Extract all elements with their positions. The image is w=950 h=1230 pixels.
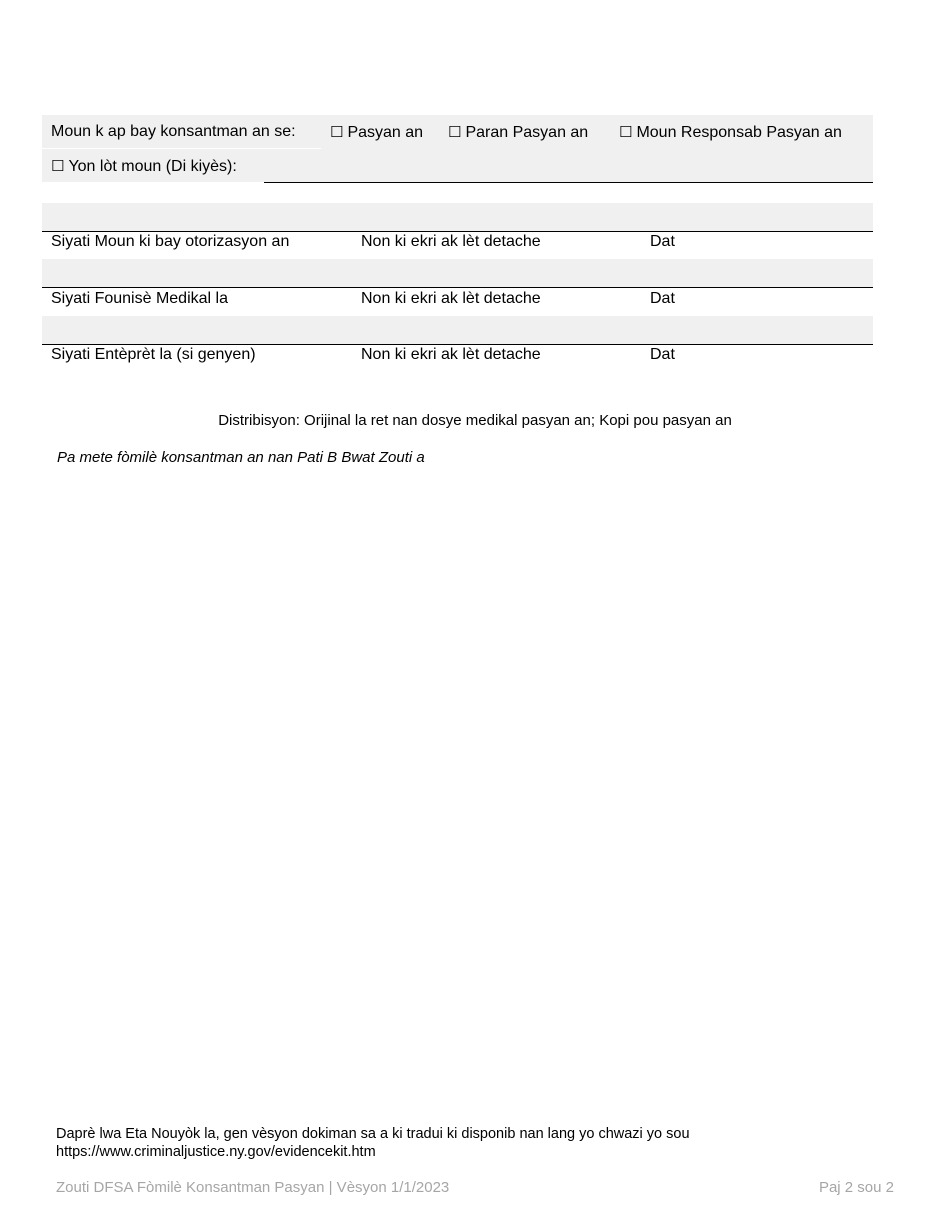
consent-giver-label: Moun k ap bay konsantman an se: (51, 123, 296, 140)
date-label: Dat (650, 290, 675, 307)
checkbox-icon[interactable]: ☐ (448, 123, 462, 141)
option-other-label: Yon lòt moun (Di kiyès): (68, 158, 237, 175)
signature-field-interpreter[interactable] (42, 316, 873, 345)
part-b-note: Pa mete fòmilè konsantman an nan Pati B Bwat Zouti a (57, 449, 425, 466)
signature-label-interpreter: Siyati Entèprèt la (si genyen) (51, 346, 256, 363)
footer-page-number: Paj 2 sou 2 (818, 1179, 894, 1196)
signature-field-provider[interactable] (42, 259, 873, 288)
printed-name-label: Non ki ekri ak lèt detache (361, 290, 541, 307)
option-patient-label: Pasyan an (347, 124, 424, 141)
option-guardian[interactable] (619, 122, 842, 143)
option-other[interactable] (51, 156, 237, 177)
printed-name-label: Non ki ekri ak lèt detache (361, 233, 541, 250)
signature-field-authorizer[interactable] (42, 203, 873, 232)
evidence-kit-link[interactable]: https://www.criminaljustice.ny.gov/evidencekit.htm (56, 1144, 376, 1160)
checkbox-icon[interactable]: ☐ (330, 123, 344, 141)
signature-label-authorizer: Siyati Moun ki bay otorizasyon an (51, 233, 290, 250)
translation-note-text: Daprè lwa Eta Nouyòk la, gen vèsyon dokiman sa a ki tradui ki disponib nan lang yo chwazi yo sou (56, 1126, 690, 1142)
option-guardian-label: Moun Responsab Pasyan an (636, 124, 842, 141)
translation-note (56, 1125, 690, 1161)
option-patient[interactable] (330, 122, 423, 143)
option-parent[interactable] (448, 122, 588, 143)
footer-form-version: Zouti DFSA Fòmilè Konsantman Pasyan | Vèsyon 1/1/2023 (56, 1179, 450, 1196)
printed-name-label: Non ki ekri ak lèt detache (361, 346, 541, 363)
other-person-input[interactable] (264, 149, 873, 183)
distribution-text: Distribisyon: Orijinal la ret nan dosye medikal pasyan an; Kopi pou pasyan an (218, 412, 732, 429)
checkbox-icon[interactable]: ☐ (619, 123, 633, 141)
checkbox-icon[interactable]: ☐ (51, 157, 65, 175)
signature-label-provider: Siyati Founisè Medikal la (51, 290, 228, 307)
option-parent-label: Paran Pasyan an (465, 124, 589, 141)
date-label: Dat (650, 346, 675, 363)
date-label: Dat (650, 233, 675, 250)
